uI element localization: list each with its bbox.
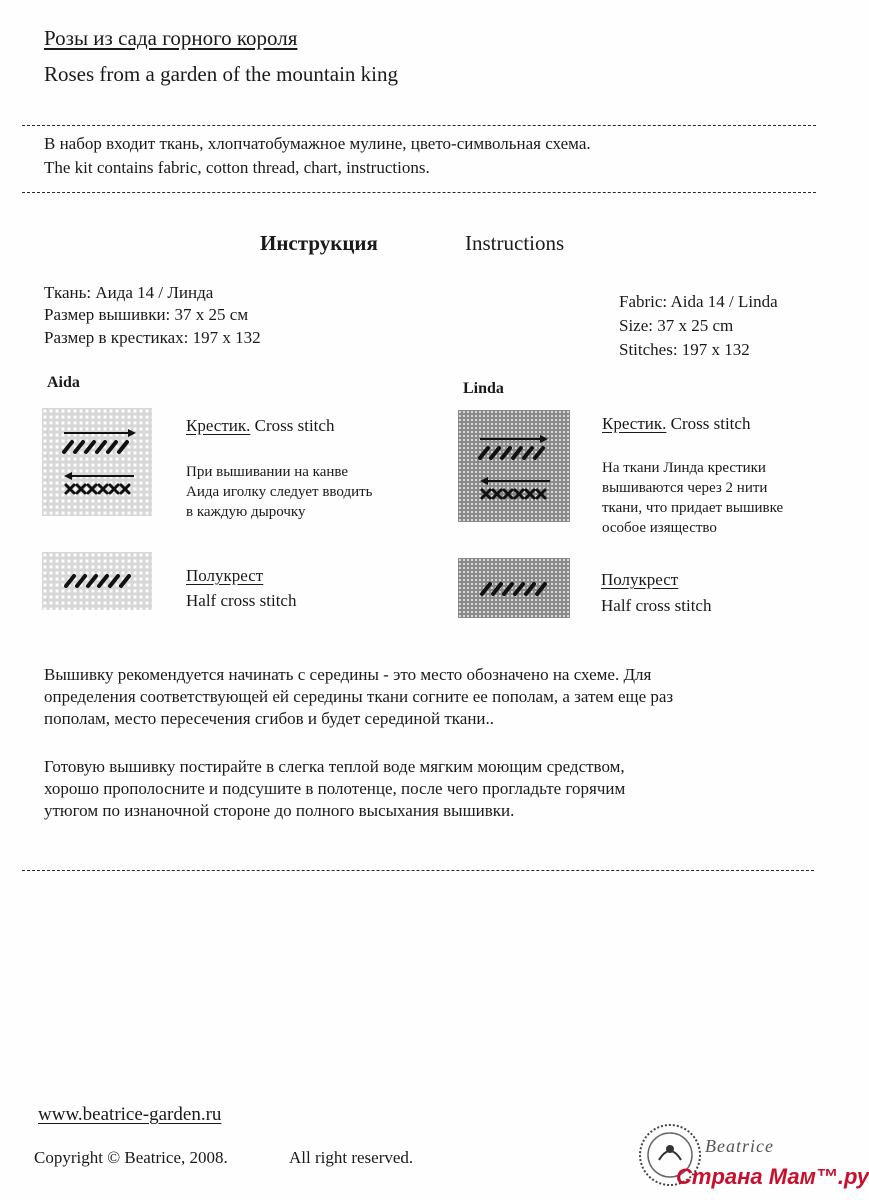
linda-half-cross-title-russian: Полукрест (601, 570, 679, 589)
watermark-text: Страна Мам™.ру (676, 1164, 869, 1189)
aida-cross-stitch-description (186, 462, 373, 522)
linda-label: Linda (463, 380, 504, 397)
aida-description-line: Аида иголку следует вводить (186, 484, 373, 500)
paragraph-line: пополам, место пересечения сгибов и будет серединой ткани.. (44, 709, 495, 728)
spec-stitches-english: Stitches: 197 x 132 (619, 340, 750, 359)
linda-cross-stitch-title-russian: Крестик. (602, 414, 667, 433)
separator (22, 870, 814, 871)
paragraph-line: утюгом по изнаночной стороне до полного высыхания вышивки. (44, 801, 515, 820)
aida-cross-stitch-title-english: Cross stitch (254, 416, 335, 435)
title-russian: Розы из сада горного короля (44, 26, 298, 50)
linda-cross-stitch-swatch (458, 410, 570, 522)
aida-half-cross-swatch (42, 552, 152, 610)
separator (22, 192, 816, 193)
linda-cross-stitch-title-english: Cross stitch (670, 414, 751, 433)
rights-text: All right reserved. (289, 1148, 414, 1167)
aida-cross-stitch-title-russian: Крестик. (186, 416, 251, 435)
linda-description-line: вышиваются через 2 нити (602, 480, 768, 496)
linda-cross-stitch-title (602, 414, 750, 434)
aida-half-cross-title-english: Half cross stitch (186, 591, 297, 610)
linda-half-cross-title-english: Half cross stitch (601, 596, 712, 615)
website-link[interactable]: www.beatrice-garden.ru (38, 1104, 222, 1125)
copyright-text: Copyright © Beatrice, 2008. (34, 1148, 228, 1167)
beatrice-logo-text: Beatrice (705, 1136, 774, 1156)
instructions-paragraph-washing (44, 756, 824, 822)
aida-description-line: в каждую дырочку (186, 504, 306, 520)
linda-half-cross-swatch (458, 558, 570, 618)
instructions-heading-russian: Инструкция (260, 231, 378, 255)
spec-fabric-russian: Ткань: Аида 14 / Линда (44, 283, 214, 302)
spec-size-russian: Размер вышивки: 37 x 25 см (44, 305, 249, 324)
instructions-heading-english: Instructions (465, 231, 565, 255)
paragraph-line: хорошо прополосните и подсушите в полотенце, после чего прогладьте горячим (44, 779, 626, 798)
linda-description-line: особое изящество (602, 520, 717, 536)
aida-cross-stitch-swatch (42, 408, 152, 516)
paragraph-line: определения соответствующей ей середины ткани согните ее пополам, а затем еще раз (44, 687, 674, 706)
linda-cross-stitch-description (602, 458, 783, 538)
spec-size-english: Size: 37 x 25 cm (619, 316, 734, 335)
aida-half-cross-title-russian: Полукрест (186, 566, 264, 585)
aida-description-line: При вышивании на канве (186, 464, 349, 480)
aida-label: Aida (47, 374, 80, 391)
paragraph-line: Вышивку рекомендуется начинать с середины - это место обозначено на схеме. Для (44, 665, 652, 684)
aida-cross-stitch-title (186, 416, 334, 436)
paragraph-line: Готовую вышивку постирайте в слегка теплой воде мягким моющим средством, (44, 757, 625, 776)
title-english: Roses from a garden of the mountain king (44, 62, 399, 86)
linda-description-line: На ткани Линда крестики (602, 460, 766, 476)
spec-fabric-english: Fabric: Aida 14 / Linda (619, 292, 778, 311)
kit-contents-english: The kit contains fabric, cotton thread, chart, instructions. (44, 158, 430, 177)
spec-stitches-russian: Размер в крестиках: 197 x 132 (44, 328, 261, 347)
kit-contents-russian: В набор входит ткань, хлопчатобумажное мулине, цвето-символьная схема. (44, 134, 591, 153)
separator (22, 125, 816, 126)
instructions-paragraph-start (44, 664, 824, 730)
linda-description-line: ткани, что придает вышивке (602, 500, 784, 516)
